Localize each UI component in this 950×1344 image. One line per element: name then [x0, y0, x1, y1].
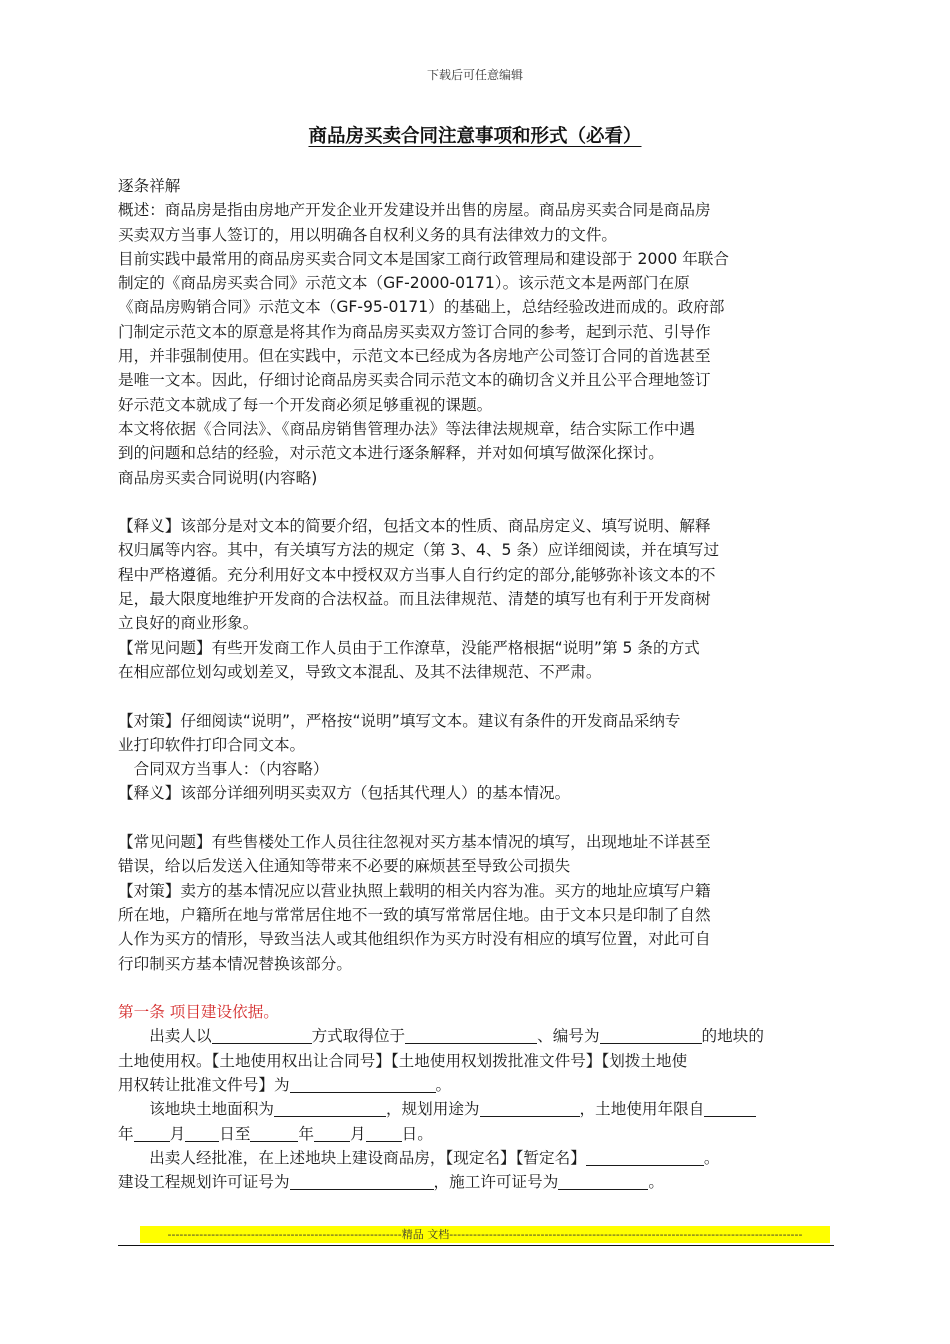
document-title	[0, 122, 950, 148]
body-line: 程中严格遵循。充分利用好文本中授权双方当事人自行约定的部分,能够弥补该文本的不	[118, 565, 716, 584]
body-line: 《商品房购销合同》示范文本（GF-95-0171）的基础上，总结经验改进而成的。政府部	[118, 298, 725, 317]
header-note: 下载后可任意编辑	[426, 68, 523, 82]
article-line: 年 月 日至 年 月 日。	[118, 1124, 433, 1143]
blank-field[interactable]	[314, 1123, 350, 1142]
blank-line	[118, 976, 834, 1000]
blank-field[interactable]	[586, 1147, 704, 1166]
body-line: 【对策】卖方的基本情况应以营业执照上载明的相关内容为准。买方的地址应填写户籍	[118, 881, 711, 900]
article-heading: 第一条 项目建设依据。	[118, 1003, 279, 1022]
blank-line	[118, 806, 834, 830]
article-line: 建设工程规划许可证号为 ，施工许可证号为 。	[118, 1173, 664, 1192]
blank-field[interactable]	[290, 1074, 436, 1093]
blank-field[interactable]	[250, 1123, 298, 1142]
body-line: 【对策】仔细阅读“说明”，严格按“说明”填写文本。建议有条件的开发商品采纳专	[118, 711, 681, 730]
blank-field[interactable]	[600, 1025, 702, 1044]
footer-highlight-band	[140, 1226, 830, 1243]
article-line: 用权转让批准文件号】为 。	[118, 1075, 452, 1094]
body-line: 错误，给以后发送入住通知等带来不必要的麻烦甚至导致公司损失	[118, 857, 571, 876]
body-line: 到的问题和总结的经验，对示范文本进行逐条解释，并对如何填写做深化探讨。	[118, 444, 664, 463]
body-line: 用，并非强制使用。但在实践中，示范文本已经成为各房地产公司签订合同的首选甚至	[118, 347, 711, 366]
body-line: 【常见问题】有些开发商工作人员由于工作潦草，没能严格根据“说明”第 5 条的方式	[118, 638, 700, 657]
body-line: 【释义】该部分详细列明买卖双方（包括其代理人）的基本情况。	[118, 784, 571, 803]
body-line: 业打印软件打印合同文本。	[118, 735, 306, 754]
blank-field[interactable]	[212, 1025, 312, 1044]
body-line: 【常见问题】有些售楼处工作人员往往忽视对买方基本情况的填写，出现地址不详甚至	[118, 833, 711, 852]
blank-line	[118, 684, 834, 708]
body-line: 所在地，户籍所在地与常常居住地不一致的填写常常居住地。由于文本只是印制了自然	[118, 905, 711, 924]
blank-field[interactable]	[134, 1123, 170, 1142]
body-line: 买卖双方当事人签订的，用以明确各自权利义务的具有法律效力的文件。	[118, 225, 618, 244]
body-line: 目前实践中最常用的商品房买卖合同文本是国家工商行政管理局和建设部于 2000 年联合	[118, 249, 729, 268]
body-line: 合同双方当事人：（内容略）	[118, 760, 329, 779]
blank-line	[118, 490, 834, 514]
body-line: 行印制买方基本情况替换该部分。	[118, 954, 352, 973]
article-line: 出卖人以 方式取得位于 、编号为 的地块的	[118, 1027, 764, 1046]
body-line: 商品房买卖合同说明(内容略)	[118, 468, 318, 487]
blank-field[interactable]	[274, 1098, 386, 1117]
section-heading: 逐条祥解	[118, 177, 181, 195]
blank-field[interactable]	[558, 1171, 648, 1190]
body-line: 门制定示范文本的原意是将其作为商品房买卖双方签订合同的参考，起到示范、引导作	[118, 322, 711, 341]
body-line: 在相应部位划勾或划差叉，导致文本混乱、及其不法律规范、不严肃。	[118, 662, 602, 681]
article-line: 土地使用权。【土地使用权出让合同号】【土地使用权划拨批准文件号】【划拨土地使	[118, 1051, 688, 1070]
article-line: 该地块土地面积为 ，规划用途为 ，土地使用年限自	[118, 1097, 834, 1121]
body-line: 是唯一文本。因此，仔细讨论商品房买卖合同示范文本的确切含义并且公平合理地签订	[118, 371, 711, 390]
body-line: 好示范文本就成了每一个开发商必须足够重视的课题。	[118, 395, 493, 414]
blank-field[interactable]	[290, 1171, 434, 1190]
document-body	[118, 174, 834, 1194]
footer-dashes-left: -----------------------------------------------------------	[167, 1228, 402, 1241]
blank-field[interactable]	[405, 1025, 537, 1044]
body-line: 立良好的商业形象。	[118, 614, 259, 633]
article-line: 出卖人经批准，在上述地块上建设商品房，【现定名】【暂定名】 。	[118, 1148, 720, 1167]
footer-label: 精品 文档	[401, 1228, 450, 1241]
body-line: 人作为买方的情形，导致当法人或其他组织作为买方时没有相应的填写位置，对此可自	[118, 930, 711, 949]
body-line: 【释义】该部分是对文本的简要介绍，包括文本的性质、商品房定义、填写说明、解释	[118, 517, 711, 536]
body-line: 概述：商品房是指由房地产开发企业开发建设并出售的房屋。商品房买卖合同是商品房	[118, 201, 711, 220]
body-line: 权归属等内容。其中，有关填写方法的规定（第 3、4、5 条）应详细阅读，并在填写过	[118, 541, 720, 560]
blank-field[interactable]	[480, 1098, 580, 1117]
footer-dashes-right: -----------------------------------------------------------------------------------------	[449, 1228, 803, 1241]
body-line: 本文将依据《合同法》、《商品房销售管理办法》等法律法规规章，结合实际工作中遇	[118, 419, 695, 438]
blank-field[interactable]	[185, 1123, 219, 1142]
document-title-text: 商品房买卖合同注意事项和形式（必看）	[308, 126, 642, 147]
body-line: 足，最大限度地维护开发商的合法权益。而且法律规范、清楚的填写也有利于开发商树	[118, 590, 711, 609]
footer-rule	[118, 1245, 834, 1246]
body-line: 制定的《商品房买卖合同》示范文本（GF-2000-0171）。该示范文本是两部门在原	[118, 274, 690, 293]
blank-field[interactable]	[366, 1123, 402, 1142]
blank-field[interactable]	[704, 1098, 756, 1117]
